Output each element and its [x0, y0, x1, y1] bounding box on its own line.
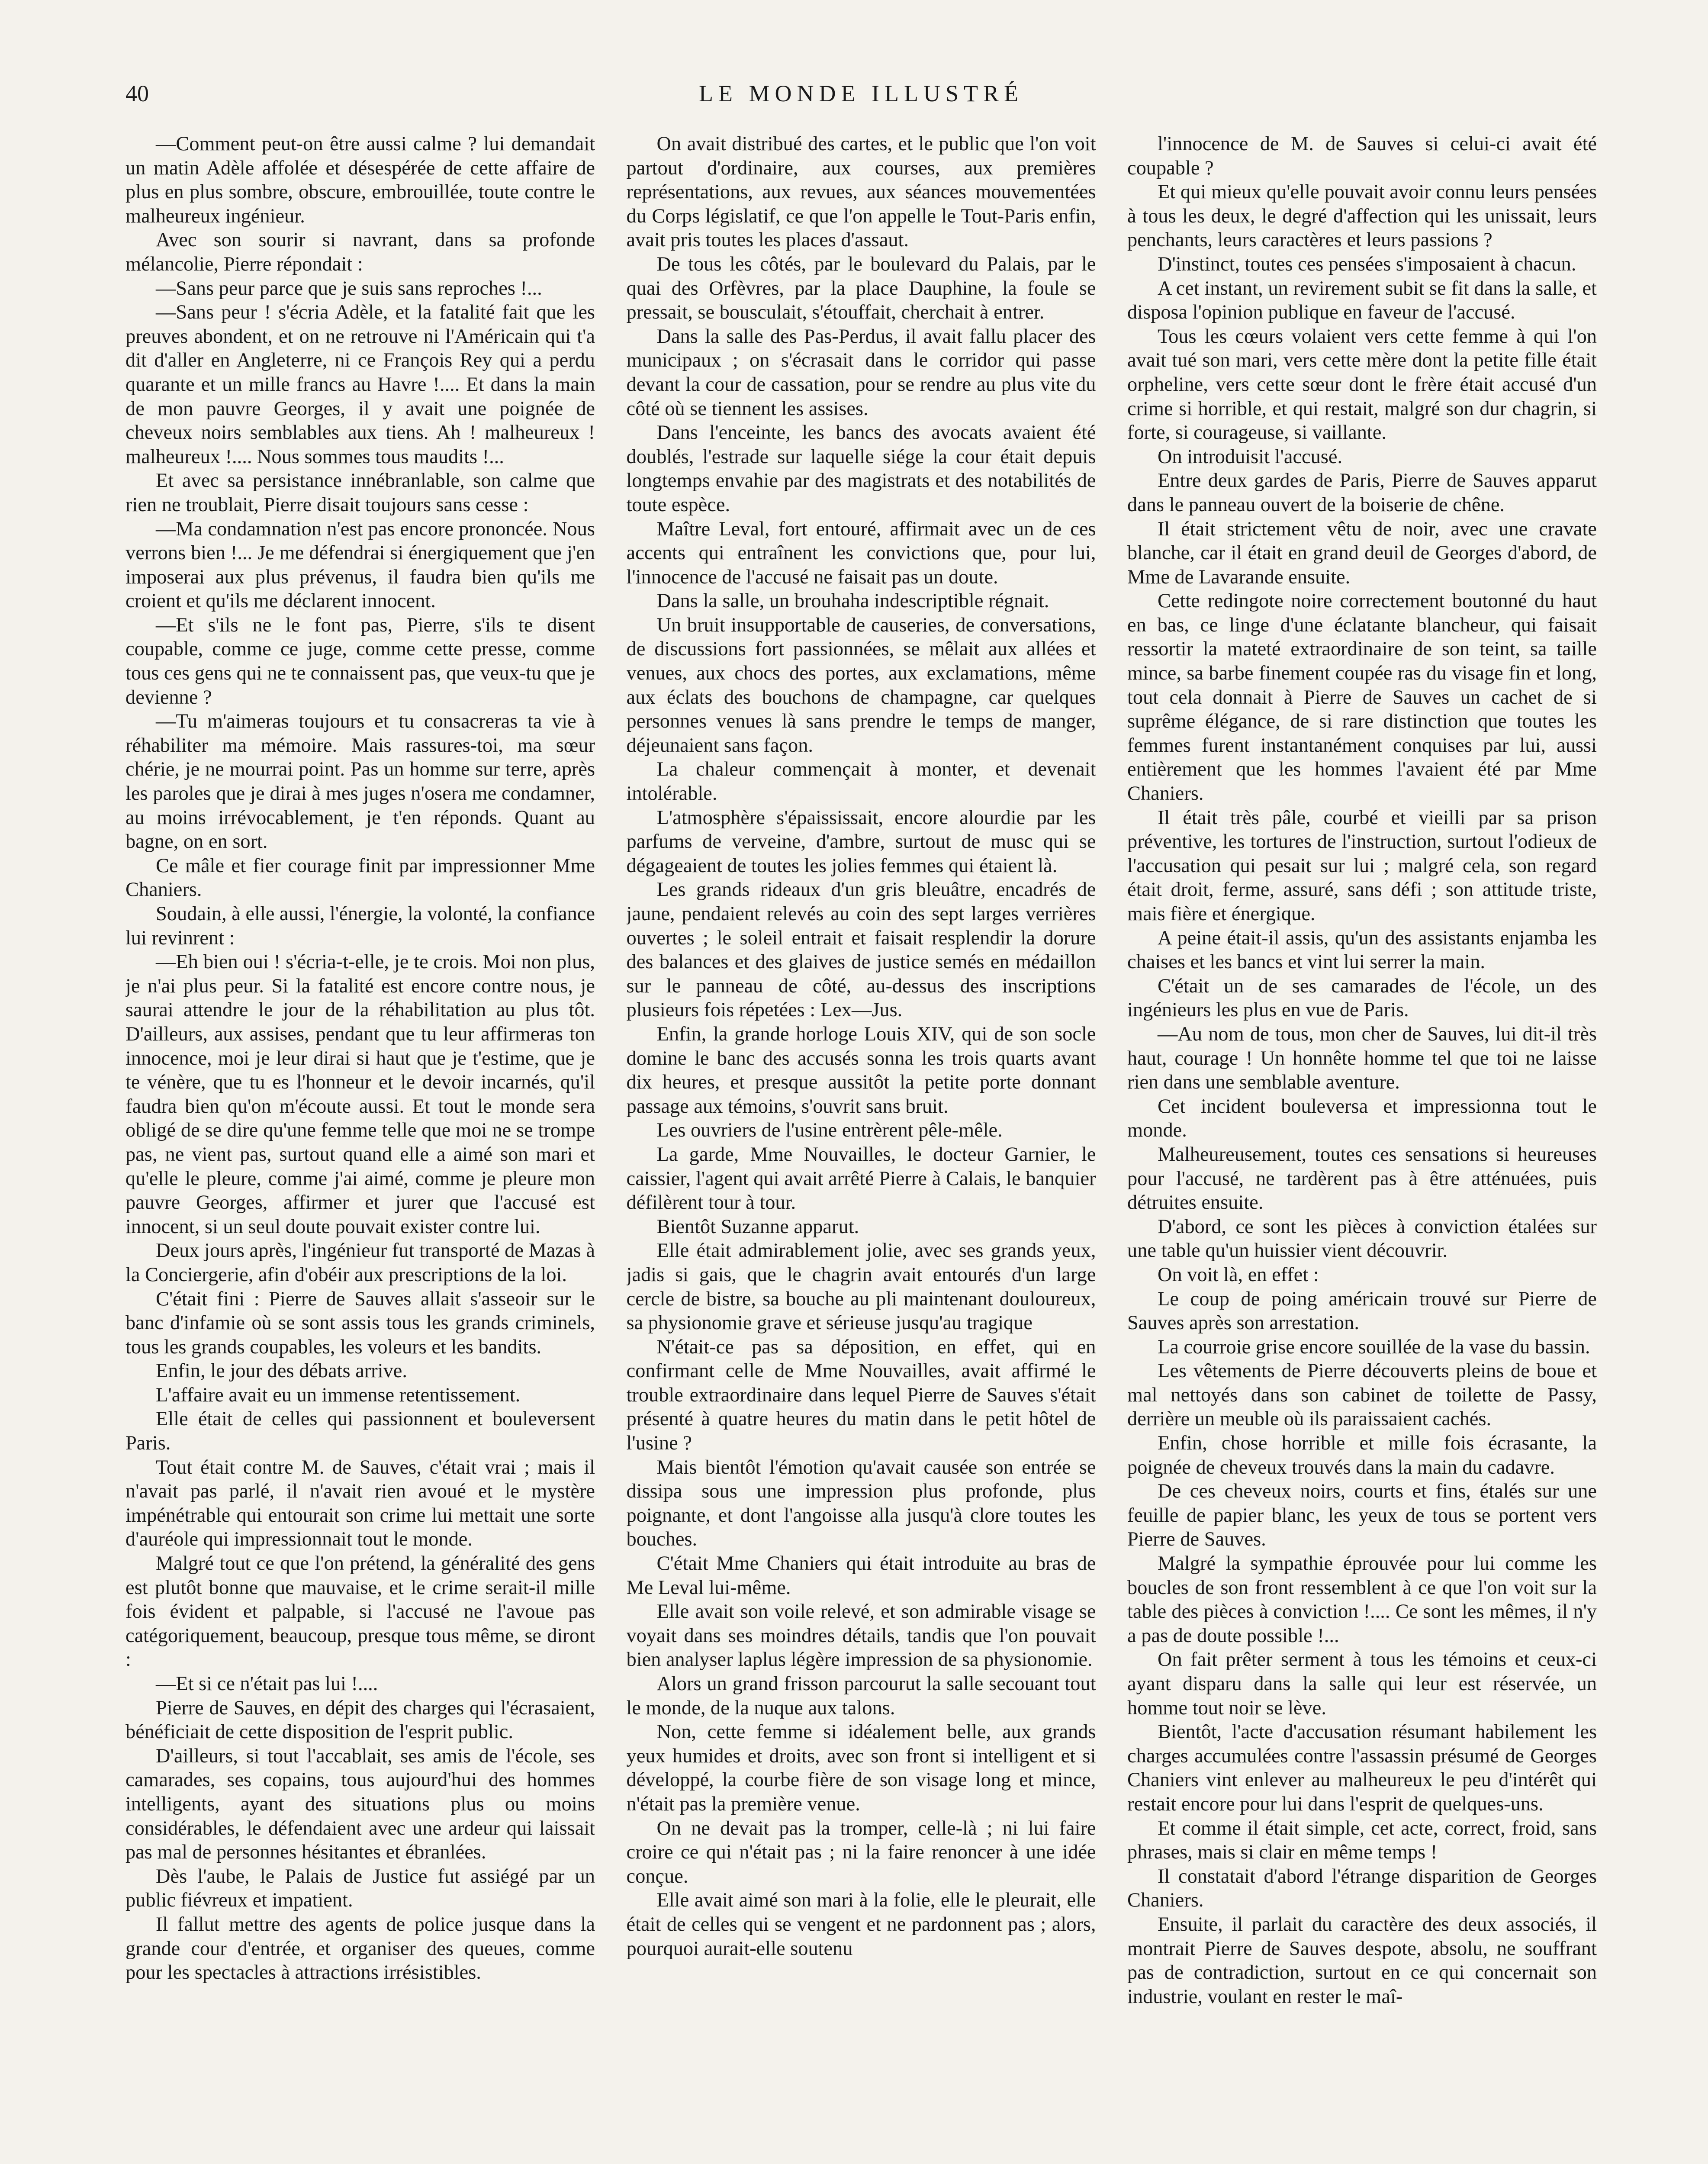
- paragraph: Les ouvriers de l'usine entrèrent pêle-mêle.: [656, 1119, 1003, 1142]
- text-columns: [125, 132, 1597, 2164]
- paragraph: Il constatait d'abord l'étrange disparition de Georges Chaniers.: [1127, 1865, 1597, 1912]
- paragraph: A cet instant, un revirement subit se fit dans la salle, et disposa l'opinion publique en faveur de l'accusé.: [1127, 277, 1597, 324]
- paragraph: Alors un grand frisson parcourut la salle secouant tout le monde, de la nuque aux talons.: [626, 1673, 1096, 1719]
- paragraph: Tout était contre M. de Sauves, c'était vrai ; mais il n'avait pas parlé, il n'avait rien avoué et le mystère impénétrable qui entourait son crime lui mettait une sorte d'auréole qui impressionnait tout le monde.: [125, 1456, 595, 1551]
- paragraph: Malheureusement, toutes ces sensations si heureuses pour l'accusé, ne tardèrent pas à être atténuées, puis détruites ensuite.: [1127, 1143, 1597, 1214]
- paragraph: De tous les côtés, par le boulevard du Palais, par le quai des Orfèvres, par la place Dauphine, la foule se pressait, se bousculait, s'étouffait, cherchait à entrer.: [626, 253, 1096, 324]
- paragraph: Entre deux gardes de Paris, Pierre de Sauves apparut dans le panneau ouvert de la boiserie de chêne.: [1127, 470, 1597, 516]
- paragraph: De ces cheveux noirs, courts et fins, étalés sur une feuille de papier blanc, les yeux de tous se portent vers Pierre de Sauves.: [1127, 1480, 1597, 1551]
- paragraph: Bientôt, l'acte d'accusation résumant habilement les charges accumulées contre l'assassin présumé de Georges Chaniers vint enlever au malheureux le peu d'intérêt qui restait encore pour lui dans l'esprit de quelques-uns.: [1127, 1721, 1597, 1815]
- paragraph: La garde, Mme Nouvailles, le docteur Garnier, le caissier, l'agent qui avait arrêté Pierre à Calais, le banquier défilèrent tour à tour.: [626, 1143, 1096, 1214]
- paragraph: D'instinct, toutes ces pensées s'imposaient à chacun.: [1158, 253, 1576, 275]
- paragraph: La courroie grise encore souillée de la vase du bassin.: [1158, 1336, 1590, 1358]
- column-1: [125, 132, 595, 2164]
- paragraph: Pierre de Sauves, en dépit des charges qui l'écrasaient, bénéficiait de cette disposition de l'esprit public.: [125, 1697, 595, 1743]
- paragraph: On introduisit l'accusé.: [1158, 445, 1343, 468]
- paragraph: l'innocence de M. de Sauves si celui-ci avait été coupable ?: [1127, 133, 1597, 179]
- paragraph: —Ma condamnation n'est pas encore prononcée. Nous verrons bien !... Je me défendrai si énergiquement que j'en imposerai aux plus prévenus, il faudra bien qu'ils me croient et qu'ils me déclarent innocent.: [125, 518, 595, 612]
- paragraph: Tous les cœurs volaient vers cette femme à qui l'on avait tué son mari, vers cette mère dont la petite fille était orpheline, vers cette sœur dont le frère était accusé d'un crime si horrible, et qui restait, malgré son dur chagrin, si forte, si courageuse, si vaillante.: [1127, 325, 1597, 444]
- paragraph: Bientôt Suzanne apparut.: [656, 1215, 859, 1238]
- paragraph: Elle était admirablement jolie, avec ses grands yeux, jadis si gais, que le chagrin avait entourés d'un large cercle de bistre, sa bouche au pli maintenant douloureux, sa physionomie grave et sérieuse jusqu'au tragique: [626, 1240, 1096, 1334]
- paragraph: Enfin, le jour des débats arrive.: [156, 1360, 407, 1382]
- paragraph: Et comme il était simple, cet acte, correct, froid, sans phrases, mais si clair en même temps !: [1127, 1817, 1597, 1864]
- paragraph: Non, cette femme si idéalement belle, aux grands yeux humides et droits, avec son front si intelligent et si développé, la courbe fière de son visage long et mince, n'était pas la première venue.: [626, 1721, 1096, 1815]
- paragraph: Malgré tout ce que l'on prétend, la généralité des gens est plutôt bonne que mauvaise, et le crime serait-il mille fois évident et palpable, si l'accusé ne l'avoue pas catégoriquement, beaucoup, presque tous même, se diront :: [125, 1552, 595, 1671]
- paragraph: On voit là, en effet :: [1158, 1263, 1319, 1286]
- page-header: [125, 80, 1597, 110]
- paragraph: Dans la salle des Pas-Perdus, il avait fallu placer des municipaux ; on s'écrasait dans le corridor qui passe devant la cour de cassation, pour se rendre au plus vite du côté où se tiennent les assises.: [626, 325, 1096, 420]
- paragraph: D'ailleurs, si tout l'accablait, ses amis de l'école, ses camarades, ses copains, tous aujourd'hui des hommes intelligents, ayant des situations plus ou moins considérables, le défendaient avec une ardeur qui laissait pas mal de personnes hésitantes et ébranlées.: [125, 1745, 595, 1864]
- paragraph: Ce mâle et fier courage finit par impressionner Mme Chaniers.: [125, 854, 595, 901]
- column-3: [1127, 132, 1597, 2164]
- paragraph: La chaleur commençait à monter, et devenait intolérable.: [626, 758, 1096, 805]
- paragraph: Maître Leval, fort entouré, affirmait avec un de ces accents qui entraînent les convictions que, pour lui, l'innocence de l'accusé ne faisait pas un doute.: [626, 518, 1096, 588]
- paragraph: Deux jours après, l'ingénieur fut transporté de Mazas à la Conciergerie, afin d'obéir aux prescriptions de la loi.: [125, 1240, 595, 1286]
- paragraph: Il était strictement vêtu de noir, avec une cravate blanche, car il était en grand deuil de Georges d'abord, de Mme de Lavarande ensuite.: [1127, 518, 1597, 588]
- paragraph: On ne devait pas la tromper, celle-là ; ni lui faire croire ce qui n'était pas ; ni la faire renoncer à une idée conçue.: [626, 1817, 1096, 1887]
- paragraph: C'était fini : Pierre de Sauves allait s'asseoir sur le banc d'infamie où se sont assis tous les grands criminels, tous les grands coupables, les voleurs et les bandits.: [125, 1288, 595, 1358]
- paragraph: —Et si ce n'était pas lui !....: [156, 1673, 378, 1695]
- paragraph: Enfin, la grande horloge Louis XIV, qui de son socle domine le banc des accusés sonna les trois quarts avant dix heures, et presque aussitôt la petite porte donnant passage aux témoins, s'ouvrit sans bruit.: [626, 1023, 1096, 1117]
- paragraph: L'affaire avait eu un immense retentissement.: [156, 1384, 521, 1406]
- paragraph: —Sans peur ! s'écria Adèle, et la fatalité fait que les preuves abondent, et on ne retrouve ni l'Américain qui t'a dit d'aller en Angleterre, ni ce François Rey qui a perdu quarante et un mille francs au Havre !.... Et dans la main de mon pauvre Georges, il y avait une poignée de cheveux noirs semblables aux tiens. Ah ! malheureux ! malheureux !.... Nous sommes tous maudits !...: [125, 301, 595, 468]
- paragraph: Elle avait son voile relevé, et son admirable visage se voyait dans ses moindres détails, tandis que l'on pouvait bien analyser laplus légère impression de sa physionomie.: [626, 1600, 1096, 1671]
- paragraph: On avait distribué des cartes, et le public que l'on voit partout d'ordinaire, aux courses, aux premières représentations, aux revues, aux séances mouvementées du Corps législatif, ce que l'on appelle le Tout-Paris enfin, avait pris toutes les places d'assaut.: [626, 133, 1096, 251]
- paragraph: Cette redingote noire correctement boutonné du haut en bas, ce linge d'une éclatante blancheur, qui faisait ressortir la mateté extraordinaire de son teint, sa taille mince, sa barbe finement coupée ras du visage fin et long, tout cela donnait à Pierre de Sauves un cachet de si suprême élégance, de si rare distinction que toutes les femmes furent instantanément conquises par lui, aussi entièrement que les hommes l'avaient été par Mme Chaniers.: [1127, 590, 1597, 805]
- paragraph: Le coup de poing américain trouvé sur Pierre de Sauves après son arrestation.: [1127, 1288, 1597, 1334]
- paragraph: Avec son sourir si navrant, dans sa profonde mélancolie, Pierre répondait :: [125, 229, 595, 275]
- paragraph: Malgré la sympathie éprouvée pour lui comme les boucles de son front ressemblent à ce que l'on voit sur la table des pièces à conviction !.... Ce sont les mêmes, il n'y a pas de doute possible !...: [1127, 1552, 1597, 1647]
- journal-title: LE MONDE ILLUSTRÉ: [699, 81, 1023, 106]
- paragraph: Enfin, chose horrible et mille fois écrasante, la poignée de cheveux trouvés dans la main du cadavre.: [1127, 1432, 1597, 1478]
- paragraph: L'atmosphère s'épaississait, encore alourdie par les parfums de verveine, d'ambre, surtout de musc qui se dégageaient de toutes les jolies femmes qui étaient là.: [626, 806, 1096, 877]
- paragraph: —Eh bien oui ! s'écria-t-elle, je te crois. Moi non plus, je n'ai plus peur. Si la fatalité est encore contre nous, je saurai attendre le jour de la réhabilitation au plus tôt. D'ailleurs, aux assises, pendant que tu leur affirmeras ton innocence, moi je leur dirai si haut que je t'estime, que je te vénère, que tu es l'honneur et le devoir incarnés, qu'il faudra bien qu'on m'écoute aussi. Et tout le monde sera obligé de se dire qu'une femme telle que moi ne se trompe pas, ne vient pas, surtout quand elle a aimé son mari et qu'elle le pleure, comme j'ai aimé, comme je pleure mon pauvre Georges, affirmer et jurer que l'accusé est innocent, si un seul doute pouvait exister contre lui.: [125, 951, 595, 1238]
- page-number: 40: [125, 81, 149, 106]
- paragraph: A peine était-il assis, qu'un des assistants enjamba les chaises et les bancs et vint lui serrer la main.: [1127, 927, 1597, 973]
- paragraph: Dans la salle, un brouhaha indescriptible régnait.: [656, 590, 1049, 612]
- paragraph: Dès l'aube, le Palais de Justice fut assiégé par un public fiévreux et impatient.: [125, 1865, 595, 1912]
- paragraph: Mais bientôt l'émotion qu'avait causée son entrée se dissipa sous une impression plus profonde, plus poignante, et dont l'angoisse alla jusqu'à clore toutes les bouches.: [626, 1456, 1096, 1551]
- paragraph: D'abord, ce sont les pièces à conviction étalées sur une table qu'un huissier vient découvrir.: [1127, 1215, 1597, 1262]
- paragraph: Elle était de celles qui passionnent et bouleversent Paris.: [125, 1408, 595, 1455]
- paragraph: —Tu m'aimeras toujours et tu consacreras ta vie à réhabiliter ma mémoire. Mais rassures-toi, ma sœur chérie, je ne mourrai point. Pas un homme sur terre, après les paroles que je dirai à mes juges n'osera me condamner, au moins irrévocablement, je t'en réponds. Quant au bagne, on en sort.: [125, 710, 595, 853]
- paragraph: Les grands rideaux d'un gris bleuâtre, encadrés de jaune, pendaient relevés au coin des sept larges verrières ouvertes ; le soleil entrait et faisait resplendir la dorure des balances et des glaives de justice semés en médaillon sur le panneau de côté, au-dessus des inscriptions plusieurs fois répetées : Lex—Jus.: [626, 879, 1096, 1021]
- paragraph: Cet incident bouleversa et impressionna tout le monde.: [1127, 1095, 1597, 1142]
- paragraph: Les vêtements de Pierre découverts pleins de boue et mal nettoyés dans son cabinet de toilette de Passy, derrière un meuble où ils paraissaient cachés.: [1127, 1360, 1597, 1430]
- paragraph: C'était un de ses camarades de l'école, un des ingénieurs les plus en vue de Paris.: [1127, 975, 1597, 1021]
- paragraph: Et avec sa persistance innébranlable, son calme que rien ne troublait, Pierre disait toujours sans cesse :: [125, 470, 595, 516]
- paragraph: Un bruit insupportable de causeries, de conversations, de discussions fort passionnées, se mêlait aux allées et venues, aux chocs des portes, aux exclamations, même aux éclats des bouchons de champagne, car quelques personnes venues là sans prendre le temps de manger, déjeunaient sans façon.: [626, 614, 1096, 757]
- paragraph: Elle avait aimé son mari à la folie, elle le pleurait, elle était de celles qui se vengent et ne pardonnent pas ; alors, pourquoi aurait-elle soutenu: [626, 1889, 1096, 1960]
- column-2: [627, 132, 1096, 2164]
- paragraph: Dans l'enceinte, les bancs des avocats avaient été doublés, l'estrade sur laquelle siége la cour était depuis longtemps envahie par des magistrats et des notabilités de toute espèce.: [626, 422, 1096, 516]
- paragraph: Soudain, à elle aussi, l'énergie, la volonté, la confiance lui revinrent :: [125, 903, 595, 949]
- paragraph: —Sans peur parce que je suis sans reproches !...: [156, 277, 542, 299]
- paragraph: C'était Mme Chaniers qui était introduite au bras de Me Leval lui-même.: [626, 1552, 1096, 1599]
- paragraph: —Comment peut-on être aussi calme ? lui demandait un matin Adèle affolée et désespérée de cette affaire de plus en plus sombre, obscure, embrouillée, toute contre le malheureux ingénieur.: [125, 133, 595, 227]
- paragraph: Il était très pâle, courbé et vieilli par sa prison préventive, les tortures de l'instruction, surtout l'odieux de l'accusation qui pesait sur lui ; malgré cela, son regard était droit, ferme, assuré, sans défi ; son attitude triste, mais fière et énergique.: [1127, 806, 1597, 925]
- paragraph: On fait prêter serment à tous les témoins et ceux-ci ayant disparu dans la salle qui leur est réservée, un homme tout noir se lève.: [1127, 1649, 1597, 1719]
- paragraph: Et qui mieux qu'elle pouvait avoir connu leurs pensées à tous les deux, le degré d'affection qui les unissait, leurs penchants, leurs caractères et leurs passions ?: [1127, 181, 1597, 251]
- paragraph: Il fallut mettre des agents de police jusque dans la grande cour d'entrée, et organiser des queues, comme pour les spectacles à attractions irrésistibles.: [125, 1913, 595, 1984]
- paragraph: Ensuite, il parlait du caractère des deux associés, il montrait Pierre de Sauves despote, absolu, ne souffrant pas de contradiction, surtout en ce qui concernait son industrie, voulant en rester le maî-: [1127, 1913, 1597, 2008]
- paragraph: —Au nom de tous, mon cher de Sauves, lui dit-il très haut, courage ! Un honnête homme tel que toi ne laisse rien dans une semblable aventure.: [1127, 1023, 1597, 1094]
- paragraph: N'était-ce pas sa déposition, en effet, qui en confirmant celle de Mme Nouvailles, avait affirmé le trouble extraordinaire dans lequel Pierre de Sauves s'était présenté à quatre heures du matin dans le petit hôtel de l'usine ?: [626, 1336, 1096, 1455]
- paragraph: —Et s'ils ne le font pas, Pierre, s'ils te disent coupable, comme ce juge, comme cette presse, comme tous ces gens qui ne te connaissent pas, que veux-tu que je devienne ?: [125, 614, 595, 708]
